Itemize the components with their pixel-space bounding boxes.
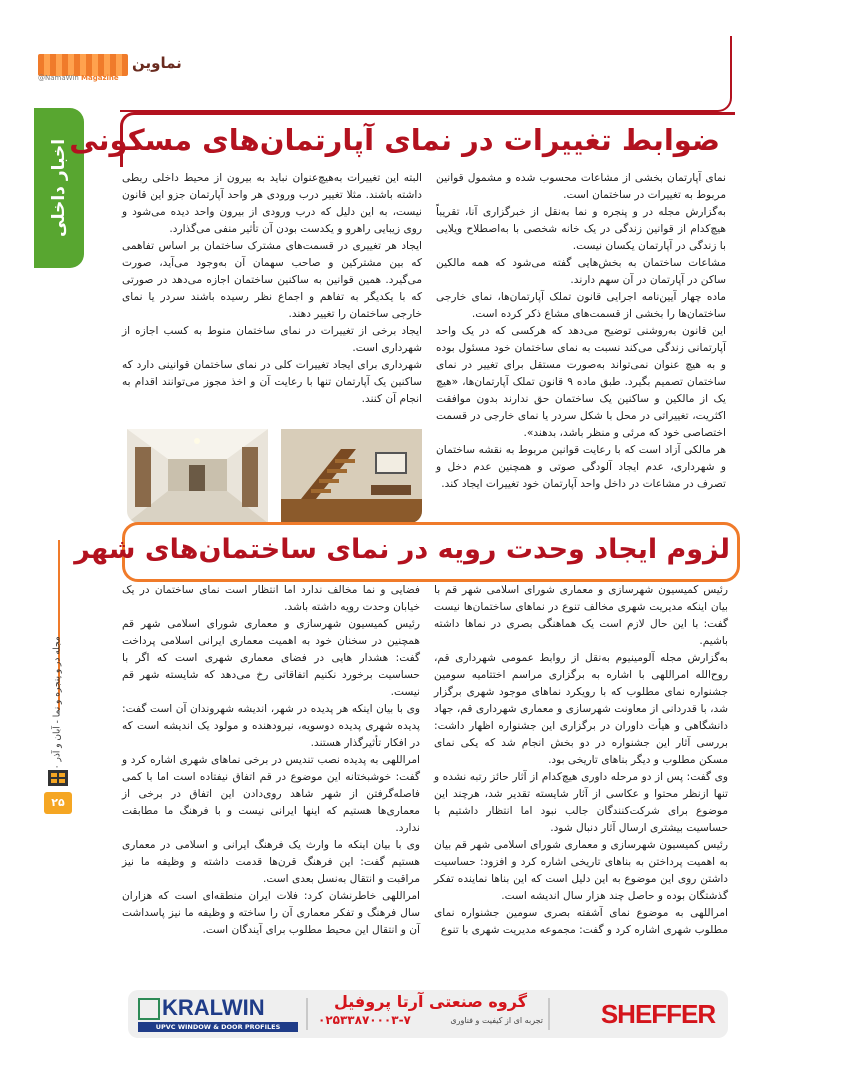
paragraph: رئیس کمیسیون شهرسازی و معماری شورای اسلامی شهر قم با بیان اینکه مدیریت شهری مخالف تنوع در نماهای ساختمان‌ها نیست گفت: با این حال لازم است یک هماهنگی بصری در نماها داشته باشیم. — [434, 584, 728, 647]
ad-company-name: گروه صنعتی آرتا پروفیل — [333, 992, 527, 1011]
logo-subtitle — [38, 74, 119, 82]
paragraph: شهرداری برای ایجاد تغییرات کلی در نمای ساختمان قوانینی دارد که ساکنین یک آپارتمان تنها با رعایت آن و اخذ مجوز می‌توانند اقدام به انجام آن کنند. — [122, 359, 422, 405]
article2-title: لزوم ایجاد وحدت رویه در نمای ساختمان‌های شهر — [74, 534, 730, 565]
article1-column-right — [436, 170, 726, 520]
article1-column-left — [122, 170, 422, 426]
paragraph: امراللهی به موضوع نمای آشفته بصری سومین جشنواره نمای مطلوب شهری اشاره کرد و گفت: مجموعه مدیریت شهری با تنوع — [434, 907, 728, 936]
top-frame-decoration — [120, 36, 732, 112]
paragraph: به‌گزارش مجله آلومینیوم به‌نقل از روابط عمومی شهرداری قم، روح‌الله امراللهی با اشاره به برگزاری مراسم اختتامیه سومین جشنواره نمای مطلوب که با رویکرد نماهای موجود شهری برگزار شد، با قدردانی از معاونت شهرسازی و معماری شهرداری قم، جهاد دانشگاهی و هیأت داوران در برگزاری این جشنواره اظهار داشت: بررسی آثار این جشنواره در دو بخش انجام شد که یکی نمای مسکن مطلوب و دیگر بناهای تاریخی بود. — [434, 652, 728, 766]
sheffer-logo: SHEFFER — [600, 999, 716, 1029]
paragraph: البته این تغییرات به‌هیچ‌عنوان نباید به بیرون از محیط داخلی ربطی داشته باشند. مثلا تغییر درب ورودی هر واحد آپارتمان جزو این قانون نیست، به این دلیل که درب ورودی از بیرون واحد دیده می‌شود و روی زیبایی راهرو و یکدست بودن آن تأثیر منفی می‌گذارد. — [122, 172, 422, 235]
hallway-photo — [127, 429, 268, 523]
staircase-photo — [281, 429, 422, 523]
paragraph: مشاعات ساختمان به بخش‌هایی گفته می‌شود که همه مالکین ساکن در آپارتمان در آن سهم دارند. — [436, 257, 726, 286]
logo-text: نماوین — [132, 54, 182, 72]
kralwin-logo — [138, 996, 298, 1032]
ad-company-block — [318, 992, 543, 1036]
ad-divider — [306, 998, 308, 1030]
logo-handle: @NamaWin — [38, 74, 79, 82]
article2-column-left — [122, 582, 420, 936]
ad-divider — [548, 998, 550, 1030]
paragraph: رئیس کمیسیون شهرسازی و معماری شورای اسلامی شهر قم همچنین در سخنان خود به اهمیت معماری ایرانی اسلامی پرداخت گفت: هشدار هایی در فضای معماری شهری است که اگر با حساسیت برخورد نکنیم اتفاقاتی رخ می‌دهد که شایسته شهر قم نیست. — [122, 618, 420, 698]
article1-title: ضوابط تغییرات در نمای آپارتمان‌های مسکونی — [69, 123, 720, 157]
window-frame-icon — [138, 998, 160, 1020]
issue-info-text: مجله در و پنجره و نما - آبان و آذر — [53, 636, 63, 762]
paragraph: به‌گزارش مجله در و پنجره و نما به‌نقل از خبرگزاری آنا، تقریباً هیچ‌کدام از قوانین زندگی در یک خانه شخصی با به‌اصطلاح ویلایی با زندگی در آپارتمان یکسان نیست. — [436, 206, 726, 252]
section-tab-label: اخبار داخلی — [49, 138, 69, 238]
paragraph: وی با بیان اینکه ما وارث یک فرهنگ ایرانی و اسلامی در معماری هستیم گفت: این فرهنگ قرن‌ها قدمت داشته و وظیفه ما نیز مراقبت و انتقال به‌نسل بعدی است. — [122, 839, 420, 885]
kralwin-name: KRALWIN — [162, 995, 265, 1020]
ad-phone: ۰۲۵۳۳۸۷۰۰۰۳-۷ — [318, 1013, 411, 1027]
paragraph: ماده چهار آیین‌نامه اجرایی قانون تملک آپارتمان‌ها، نمای خارجی ساختمان‌ها را بخشی از قسمت‌های مشاع ذکر کرده است. — [436, 291, 726, 320]
paragraph: ایجاد هر تغییری در قسمت‌های مشترک ساختمان بر اساس تفاهمی که بین مشترکین و صاحب سهمان آن به‌وجود می‌آید، صورت می‌گیرد. همین قوانین به ساکنین ساختمان اجازه می‌دهد در صورتی که با یکدیگر به تفاهم و اجماع نظر رسیده باشند سردر یا نمای خارجی ساختمان را تغییر دهند. — [122, 240, 422, 320]
paragraph: نمای آپارتمان بخشی از مشاعات محسوب شده و مشمول قوانین مربوط به تغییرات در ساختمان است. — [436, 172, 726, 201]
paragraph: فضایی و نما مخالف ندارد اما انتظار است نمای ساختمان در یک خیابان وحدت رویه داشته باشد. — [122, 584, 420, 613]
paragraph: امراللهی خاطرنشان کرد: فلات ایران منطقه‌ای است که هزاران سال فرهنگ و تفکر معماری آن را ساخته و وظیفه ما نیز پاسداشت آن و انتقال این محیط مطلوب برای آیندگان است. — [122, 890, 420, 936]
paragraph: ایجاد برخی از تغییرات در نمای ساختمان منوط به کسب اجازه از شهرداری است. — [122, 325, 422, 354]
ad-slogan: تجربه ای از کیفیت و فناوری — [450, 1015, 543, 1025]
logo-stripe-graphic — [38, 54, 128, 76]
kralwin-subtitle: UPVC WINDOW & DOOR PROFILES — [138, 1022, 298, 1032]
logo-magazine-word: Magazine — [81, 74, 119, 82]
advertisement-banner[interactable] — [128, 990, 728, 1038]
magazine-icon — [44, 768, 72, 788]
paragraph: وی با بیان اینکه هر پدیده در شهر، اندیشه شهروندان آن است گفت: پدیده شهری پدیده دوسویه، نیرودهنده و مولود یک اندیشه است که در افکار تأثیرگذار هستند. — [122, 703, 420, 749]
page-number: ۲۵ — [44, 792, 72, 814]
paragraph: هر مالکی آزاد است که با رعایت قوانین مربوط به نقشه ساختمان و شهرداری، عدم ایجاد آلودگی صوتی و همچنین عدم دخل و تصرف در مشاعات در داخل واحد آپارتمان خود تغییرات ایجاد کند. — [436, 444, 726, 490]
paragraph: رئیس کمیسیون شهرسازی و معماری شورای اسلامی شهر قم بیان به اهمیت پرداختن به بناهای تاریخی اشاره کرد و افزود: حساسیت داشتن روی این موضوع به این دلیل است که این بناها نماینده تفکر گذشتگان بوده و حاصل چند هزار سال اندیشه است. — [434, 839, 728, 902]
paragraph: این قانون به‌روشنی توضیح می‌دهد که هرکسی که در یک واحد آپارتمانی زندگی می‌کند نسبت به نمای ساختمان خود مسئول بوده و به هیچ عنوان نمی‌تواند به‌صورت مستقل برای تغییر در نمای ساختمان تصمیم بگیرد. طبق ماده ۹ قانون تملک آپارتمان‌ها، «هیچ یک از مالکین و ساکنین یک ساختمان حق ندارند بدون موافقت اکثریت، تغییراتی در محل با شکل سردر یا نمای خارجی در قسمت اختصاصی خود که مرئی و منظر باشد، بدهند». — [436, 325, 726, 439]
paragraph: امراللهی به پدیده نصب تندیس در برخی نماهای شهری اشاره کرد و گفت: خوشبختانه این موضوع در قم اتفاق نیفتاده است اما با کمی فاصله‌گرفتن از شهر شاهد روی‌دادن این اتفاق در برخی از معماری‌ها هستیم که اینها ایرانی نیست و با فرهنگ ما مطابقت ندارد. — [122, 754, 420, 834]
article2-column-right — [434, 582, 728, 974]
paragraph: وی گفت: پس از دو مرحله داوری هیچ‌کدام از آثار حائز رتبه نشده و تنها ازنظر محتوا و عکاسی از آثار شایسته تقدیر شد، هرچند این موضوع برای شرکت‌کنندگان جالب نبود اما انتظار داشتیم با حساسیت بیشتری ارسال آثار دنبال شود. — [434, 771, 728, 834]
